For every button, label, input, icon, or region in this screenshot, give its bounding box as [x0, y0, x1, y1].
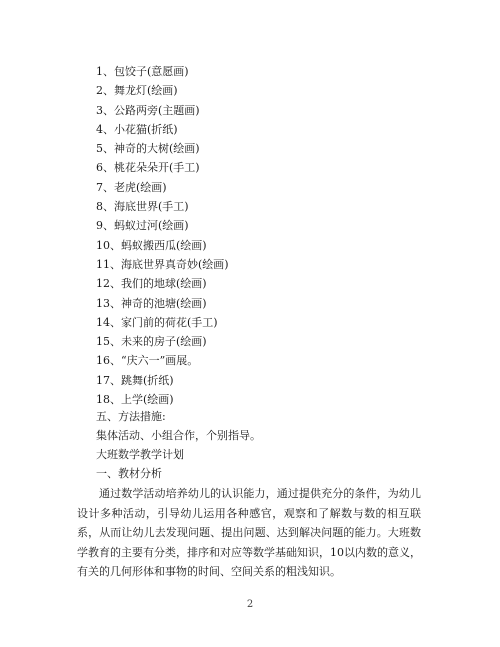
- activity-list: [96, 62, 229, 409]
- list-item: 2、舞龙灯(绘画): [96, 84, 178, 98]
- materials-paragraph: 通过数学活动培养幼儿的认识能力，通过提供充分的条件，为幼儿设计多种活动，引导幼儿运用各种感官，观察和了解数与数的相互联系，从而让幼儿去发现问题、提出问题、达到解决问题的能力。大班数学教育的主要有分类，排序和对应等数学基础知识，10以内数的意义，有关的几何形体和事物的时间、空间关系的粗浅知识。: [77, 487, 421, 579]
- list-item: 17、跳舞(折纸): [96, 373, 174, 387]
- list-item: 16、“庆六一”画展。: [96, 354, 199, 368]
- plan-title: 大班数学教学计划: [96, 448, 184, 461]
- list-item: 4、小花猫(折纸): [96, 122, 178, 136]
- list-item: 15、未来的房子(绘画): [96, 335, 207, 349]
- section-heading-materials: 一、教材分析: [96, 467, 162, 480]
- list-item: 1、包饺子(意愿画): [96, 65, 189, 78]
- list-item: 9、蚂蚁过河(绘画): [96, 219, 189, 233]
- list-item: 3、公路两旁(主题画): [96, 103, 200, 117]
- list-item: 14、家门前的荷花(手工): [96, 315, 218, 329]
- list-item: 13、神奇的池塘(绘画): [96, 296, 207, 310]
- section-heading-methods: 五、方法措施:: [96, 410, 166, 423]
- list-item: 11、海底世界真奇妙(绘画): [96, 257, 229, 271]
- list-item: 8、海底世界(手工): [96, 200, 189, 214]
- list-item: 7、老虎(绘画): [96, 180, 167, 194]
- list-item: 12、我们的地球(绘画): [96, 277, 207, 291]
- list-item: 18、上学(绘画): [96, 393, 174, 407]
- page-number: 2: [246, 599, 254, 610]
- list-item: 5、神奇的大树(绘画): [96, 142, 200, 156]
- methods-text: 集体活动、小组合作，个别指导。: [96, 429, 261, 442]
- list-item: 10、蚂蚁搬西瓜(绘画): [96, 238, 207, 252]
- list-item: 6、桃花朵朵开(手工): [96, 161, 200, 175]
